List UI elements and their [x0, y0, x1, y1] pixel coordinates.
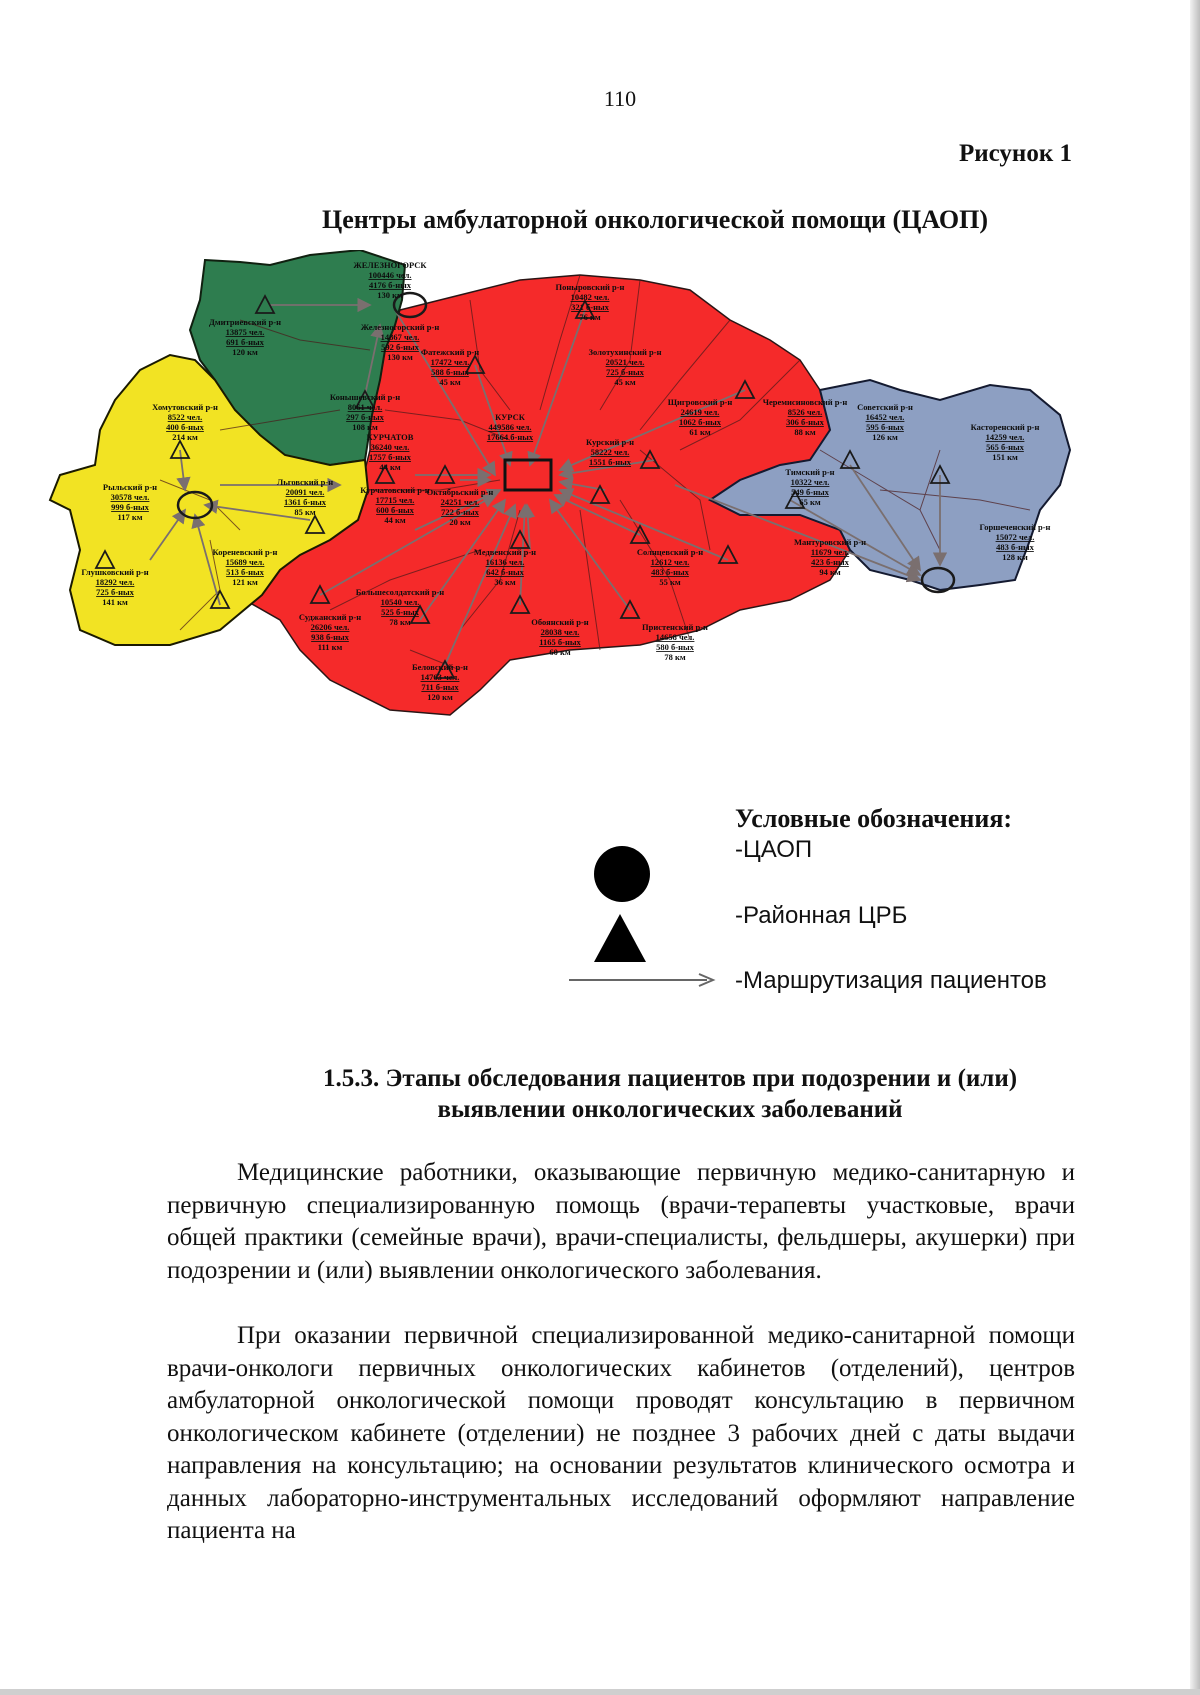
- district-label: Льговский р-н 20091 чел. 1361 б-ных 85 км: [276, 477, 334, 517]
- legend-caop: -ЦАОП: [735, 836, 813, 863]
- district-label: Горшеченский р-н 15072 чел. 483 б-ных 128 км: [979, 522, 1051, 562]
- section-heading: [170, 1063, 1170, 1125]
- district-label: Рыльский р-н 30578 чел. 999 б-ных 117 км: [102, 482, 158, 522]
- district-label: КУРЧАТОВ 36240 чел. 1757 б-ных 44 км: [366, 432, 414, 472]
- page-edge-bottom: [0, 1689, 1200, 1695]
- district-label: Обоянский р-н 28038 чел. 1165 б-ных 60 км: [531, 617, 589, 657]
- district-label: ЖЕЛЕЗНОГОРСК 100446 чел. 4176 б-ных 130 км: [353, 260, 427, 300]
- district-label: Хомутовский р-н 8522 чел. 400 б-ных 214 км: [152, 402, 218, 442]
- section-heading-line1: 1.5.3. Этапы обследования пациентов при подозрении и (или): [322, 1065, 1018, 1092]
- crb-legend-icon: [594, 914, 646, 962]
- district-label: Золотухинский р-н 20521 чел. 725 б-ных 45 км: [588, 347, 662, 387]
- district-label: Мантуровский р-н 11679 чел. 423 б-ных 94 км: [794, 537, 866, 577]
- district-label: Фатежский р-н 17472 чел. 588 б-ных 45 км: [420, 347, 480, 387]
- section-heading-line2: выявлении онкологических заболеваний: [437, 1096, 903, 1123]
- district-label: Курский р-н 58222 чел. 1551 б-ных: [586, 437, 634, 467]
- page-edge-shadow: [1190, 0, 1200, 1695]
- district-label: Тимский р-н 10322 чел. 549 б-ных 65 км: [785, 467, 835, 507]
- legend-routing: -Маршрутизация пациентов: [735, 967, 1047, 994]
- route-arrow-icon: [567, 970, 717, 990]
- district-label: Черемисиновский р-н 8526 чел. 306 б-ных 88 км: [762, 397, 848, 437]
- district-label: Суджанский р-н 26206 чел. 938 б-ных 111 км: [298, 612, 362, 652]
- district-label: КУРСК 449586 чел. 17664 б-ных: [486, 412, 534, 442]
- paragraph-2: При оказании первичной специализированной медико-санитарной помощи врачи-онкологи первичных онкологических кабинетов (отделений), центров амбулаторной онкологической помощи проводят консультацию в первичном онкологическом кабинете (отделении) не позднее 3 рабочих дней с даты выдачи направления на консультацию; на основании результатов клинического осмотра и данных лабораторно-инструментальных исследований оформляют направление пациента на: [167, 1322, 1075, 1544]
- district-label: Дмитриевский р-н 13875 чел. 691 б-ных 120 км: [209, 317, 281, 357]
- district-label: Советский р-н 16452 чел. 595 б-ных 126 км: [857, 402, 913, 442]
- district-label: Касторенский р-н 14259 чел. 565 б-ных 151 км: [970, 422, 1040, 462]
- district-label: Железногорский р-н 14867 чел. 592 б-ных 130 км: [360, 322, 440, 362]
- district-label: Большесолдатский р-н 10540 чел. 525 б-ных 78 км: [355, 587, 445, 627]
- district-label: Поныровский р-н 10482 чел. 321 б-ных 76 км: [555, 282, 625, 322]
- paragraph-1: Медицинские работники, оказывающие первичную медико-санитарную и первичную специализированную помощь (врачи-терапевты участковые, врачи общей практики (семейные врачи), врачи-специалисты, фельдшеры, акушерки) при подозрении и (или) выявлении онкологического заболевания.: [167, 1159, 1075, 1284]
- legend-title: Условные обозначения:: [735, 804, 1013, 833]
- legend-crb: -Районная ЦРБ: [735, 902, 908, 929]
- district-label: Глушковский р-н 18292 чел. 725 б-ных 141 км: [81, 567, 149, 607]
- figure-title: Центры амбулаторной онкологической помощи (ЦАОП): [321, 205, 988, 234]
- district-label: Пристенский р-н 14658 чел. 580 б-ных 78 км: [642, 622, 708, 662]
- district-label: Медвенский р-н 16136 чел. 642 б-ных 36 км: [473, 547, 537, 587]
- region-map: [40, 250, 1170, 770]
- district-label: Солнцевский р-н 12612 чел. 483 б-ных 55 км: [636, 547, 704, 587]
- figure-label: Рисунок 1: [958, 140, 1072, 167]
- district-label: Беловский р-н 14763 чел. 711 б-ных 120 км: [412, 662, 468, 702]
- caop-legend-icon: [594, 846, 650, 902]
- district-label: Щигровский р-н 24619 чел. 1062 б-ных 61 км: [667, 397, 733, 437]
- district-label: Октябрьский р-н 24251 чел. 722 б-ных 20 км: [426, 487, 494, 527]
- district-label: Курчатовский р-н 17715 чел. 600 б-ных 44 км: [360, 485, 430, 525]
- district-label: Конышевский р-н 8061 чел. 297 б-ных 108 км: [329, 392, 401, 432]
- page-number: 110: [603, 86, 637, 111]
- district-label: Кореневский р-н 15689 чел. 513 б-ных 121 км: [212, 547, 278, 587]
